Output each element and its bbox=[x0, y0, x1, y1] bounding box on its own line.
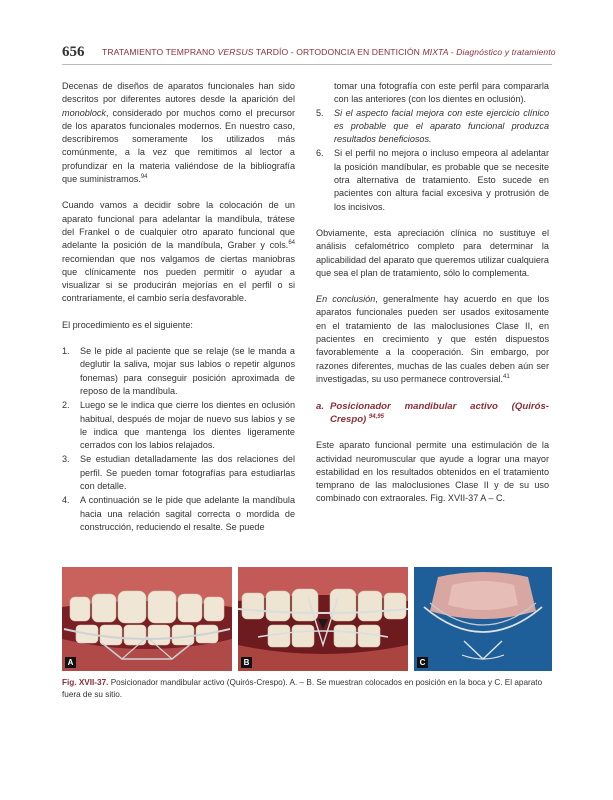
list-item: 4. A continuación se le pide que adelante la mandíbula hacia una relación sagital correcta o mordida de construcción, reduciendo el resalte. Se puede bbox=[62, 495, 295, 532]
figure-caption: Fig. XVII-37. Posicionador mandibular activo (Quirós-Crespo). A. – B. Se muestran colocados en posición en la boca y C. El aparato fuera de su sitio. bbox=[62, 678, 543, 699]
list-item: 5. Si el aspecto facial mejora con este ejercicio clínico es probable que el aparato funcional produzca resultados beneficiosos. bbox=[316, 107, 549, 145]
page-number: 656 bbox=[62, 44, 85, 60]
list-item: 2. Luego se le indica que cierre los dientes en oclusión habitual, después de mojar de nuevo sus labios y se le indica que mantenga los dientes ligeramente cerrados con los labios relajados. bbox=[62, 400, 295, 451]
paragraph-continuation: tomar una fotografía con este perfil para compararla con las anteriores (con los dientes en oclusión). bbox=[334, 81, 549, 105]
list-item: 3. Se estudian detalladamente las dos relaciones del perfil. Se pueden tomar fotografías para estudiarlas con detalle. bbox=[62, 454, 295, 492]
running-title: TRATAMIENTO TEMPRANO VERSUS TARDÍO - ORTODONCIA EN DENTICIÓN MIXTA - Diagnóstico y tratamiento bbox=[102, 47, 556, 57]
photo-b bbox=[238, 567, 408, 671]
section-heading: a. Posicionador mandibular activo (Quirós-Crespo) $^{94,95}$ bbox=[316, 401, 549, 426]
paragraph-description: Este aparato funcional permite una estimulación de la actividad neuromuscular que ayude a lograr una mayor estabilidad en los resultados obtenidos en el tratamiento temprano de las maloclusiones Clase II y de su uso combinado con extraorales. Fig. XVII-37 A – C. bbox=[316, 440, 549, 504]
list-item: 1. Se le pide al paciente que se relaje (se le manda a deglutir la saliva, mojar sus labios o repetir algunos fonemas) para conseguir posición aproximada de reposo de la mandíbula. bbox=[62, 346, 295, 396]
panel-label-a: A bbox=[65, 657, 76, 668]
paragraph-intro: Decenas de diseños de aparatos funcionales han sido descritos por diferentes autores desde la aparición del monoblock, considerado por muchos como el precursor de los aparatos funcionales modernos. En nuestro caso, describiremos someramente los utilizados más comúnmente, a la vez que remitimos al lector a profundizar en la materia valiéndose de la bibliografía que suministramos.$^{94}$ bbox=[62, 81, 295, 185]
procedure-list bbox=[62, 345, 295, 534]
header-rule bbox=[62, 64, 552, 65]
figure-photos bbox=[62, 567, 552, 671]
panel-label-c: C bbox=[417, 657, 428, 668]
paragraph-procedure: El procedimiento es el siguiente: bbox=[62, 319, 193, 330]
photo-a bbox=[62, 567, 232, 671]
panel-label-b: B bbox=[241, 657, 252, 668]
right-column bbox=[316, 80, 549, 519]
page-header bbox=[62, 44, 556, 64]
list-item: 6. Si el perfil no mejora o incluso empeora al adelantar la posición mandíbular, es probable que se necesite otra alternativa de tratamiento. Esto sucede en pacientes con altura facial excesiva y protrusión de los incisivos. bbox=[316, 148, 549, 212]
photo-c bbox=[414, 567, 552, 671]
paragraph-obviamente: Obviamente, esta apreciación clínica no sustituye el análisis cefalométrico completo para determinar la aplicabilidad del aparato que queremos utilizar cualquiera que sea el plan de tratamiento, sólo lo complementa. bbox=[316, 227, 549, 278]
paragraph-conclusion: En conclusión, generalmente hay acuerdo en que los aparatos funcionales pueden ser usados exitosamente en el tratamiento de las maloclusiones Clase II, en pacientes en crecimiento y que estén dispuestos favorablemente a la cooperación. Sin embargo, por razones diferentes, muchas de las cuales deben aún ser investigadas, su uso permanece controversial.$^{41}$ bbox=[316, 294, 550, 384]
paragraph-graber: Cuando vamos a decidir sobre la colocación de un aparato funcional para adelantar la mandíbula, trátese del Frankel o de cualquier otro aparato funcional que adelante la posición de la mandíbula, Graber y cols.$^{64}$ recomiendan que nos valgamos de ciertas maniobras que clínicamente nos pueden permitir o ayudar a visualizar si se producirán mejorías en el perfil o si contrariamente, el cambio sería desfavorable. bbox=[62, 200, 295, 304]
left-column bbox=[62, 80, 295, 535]
procedure-list-continued bbox=[316, 107, 549, 214]
